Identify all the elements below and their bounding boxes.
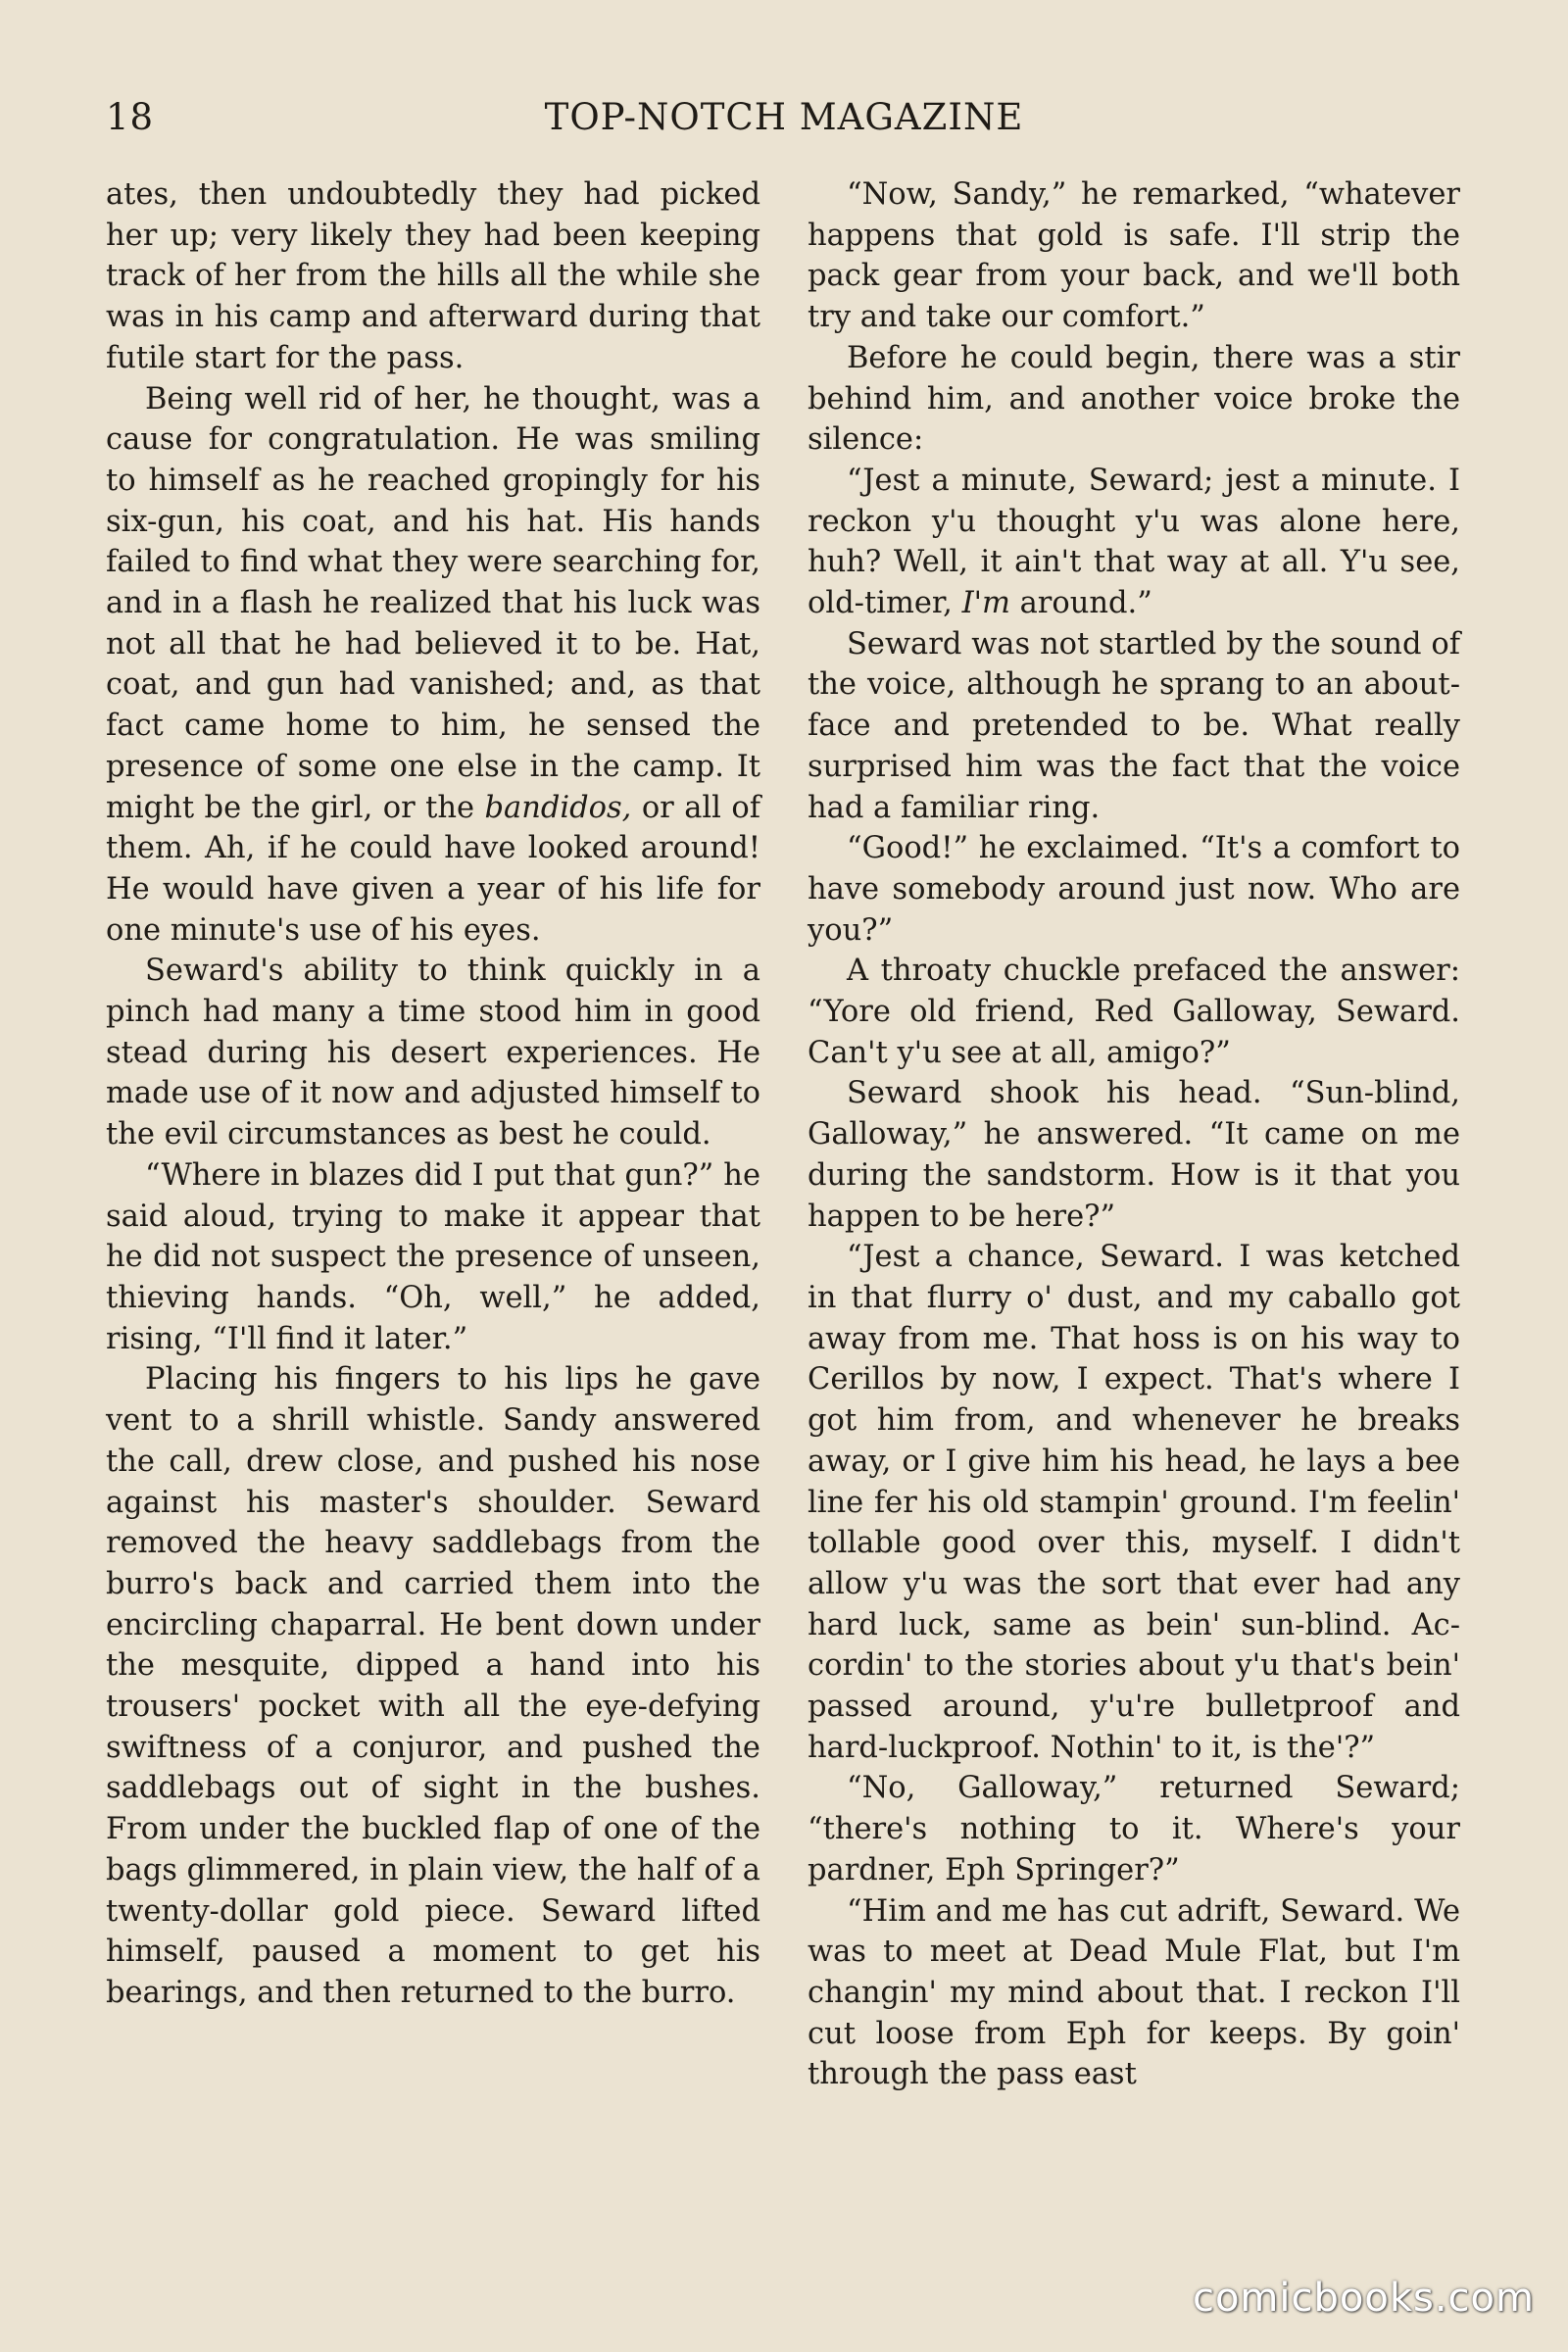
paragraph	[106, 379, 760, 952]
paragraph: “Good!” he exclaimed. “It's a comfort to have somebody around just now. Who are you?”	[808, 831, 1460, 948]
paragraph: ates, then undoubtedly they had picked her up; very likely they had been keeping track of her from the hills all the while she was in his camp and afterward during that futile start for the pass.	[106, 177, 760, 375]
paragraph: “No, Galloway,” returned Seward; “there's nothing to it. Where's your pardner, Eph Springer?”	[808, 1771, 1460, 1887]
paragraph-text: or all of them. Ah, if he could have looked around! He would have given a year of his life for one minute's use of his eyes.	[106, 790, 760, 948]
paragraph: “Him and me has cut adrift, Seward. We was to meet at Dead Mule Flat, but I'm changin' my mind about that. I reckon I'll cut loose from Eph for keeps. By goin' through the pass east	[808, 1893, 1460, 2092]
paragraph	[808, 461, 1460, 624]
paragraph: A throaty chuckle prefaced the answer: “Yore old friend, Red Galloway, Seward. Can't y'u see at all, amigo?”	[808, 954, 1460, 1070]
paragraph: “Where in blazes did I put that gun?” he said aloud, trying to make it appear that he did not suspect the presence of unseen, thieving hands. “Oh, well,” he added, rising, “I'll find it later.”	[106, 1157, 760, 1356]
paragraph: Before he could begin, there was a stir behind him, and another voice broke the silence:	[808, 340, 1460, 458]
paragraph-text: “Jest a minute, Seward; jest a minute. I reckon y'u thought y'u was alone here, huh? Well, it ain't that way at all. Y'u see, old-timer,	[808, 463, 1460, 621]
paragraph: “Now, Sandy,” he remarked, “whatever happens that gold is safe. I'll strip the pack gear from your back, and we'll both try and take our comfort.”	[808, 177, 1460, 335]
paragraph: Seward was not startled by the sound of the voice, although he sprang to an about-face and pretended to be. What really surprised him was the fact that the voice had a familiar ring.	[808, 626, 1460, 825]
italic-word: bandidos,	[484, 790, 632, 825]
paragraph-text: Being well rid of her, he thought, was a cause for congratulation. He was smiling to himself as he reached gropingly for his six-gun, his coat, and his hat. His hands failed to find what they were searching for, and in a flash he realized that his luck was not all that he had believed it to be. Hat, coat, and gun had vanished; and, as that fact came home to him, he sensed the presence of some one else in the camp. It might be the girl, or the	[106, 381, 760, 825]
paragraph: Seward's ability to think quickly in a pinch had many a time stood him in good stead during his desert experiences. He made use of it now and adjusted himself to the evil circumstances as best he could.	[106, 954, 760, 1152]
left-column	[106, 174, 760, 2014]
right-column	[808, 174, 1460, 2095]
paragraph-text: around.”	[1009, 586, 1152, 621]
paragraph: Seward shook his head. “Sun-blind, Galloway,” he answered. “It came on me during the sandstorm. How is it that you happen to be here?”	[808, 1076, 1460, 1234]
watermark: comicbooks.com	[1192, 2276, 1535, 2321]
running-head: TOP-NOTCH MAGAZINE	[544, 96, 1024, 138]
page-number: 18	[106, 96, 155, 138]
paragraph: Placing his fingers to his lips he gave vent to a shrill whistle. Sandy answered the call, drew close, and pushed his nose against his master's shoulder. Seward removed the heavy saddlebags from the burro's back and carried them into the encircling chaparral. He bent down under the mesquite, dipped a hand into his trousers' pocket with all the eye-defying swiftness of a conjuror, and pushed the saddlebags out of sight in the bushes. From under the buckled flap of one of the bags glimmered, in plain view, the half of a twenty-dollar gold piece. Seward lifted himself, paused a moment to get his bearings, and then returned to the burro.	[106, 1362, 760, 2010]
italic-word: I'm	[961, 586, 1010, 621]
paragraph: “Jest a chance, Seward. I was ketched in that flurry o' dust, and my caballo got away from me. That hoss is on his way to Cerillos by now, I expect. That's where I got him from, and whenever he breaks away, or I give him his head, he lays a bee line fer his old stampin' ground. I'm feelin' tollable good over this, myself. I didn't allow y'u was the sort that ever had any hard luck, same as bein' sun-blind. Accordin' to the stories about y'u that's bein' passed around, y'u're bulletproof and hard-luckproof. Nothin' to it, is the'?”	[808, 1240, 1460, 1765]
